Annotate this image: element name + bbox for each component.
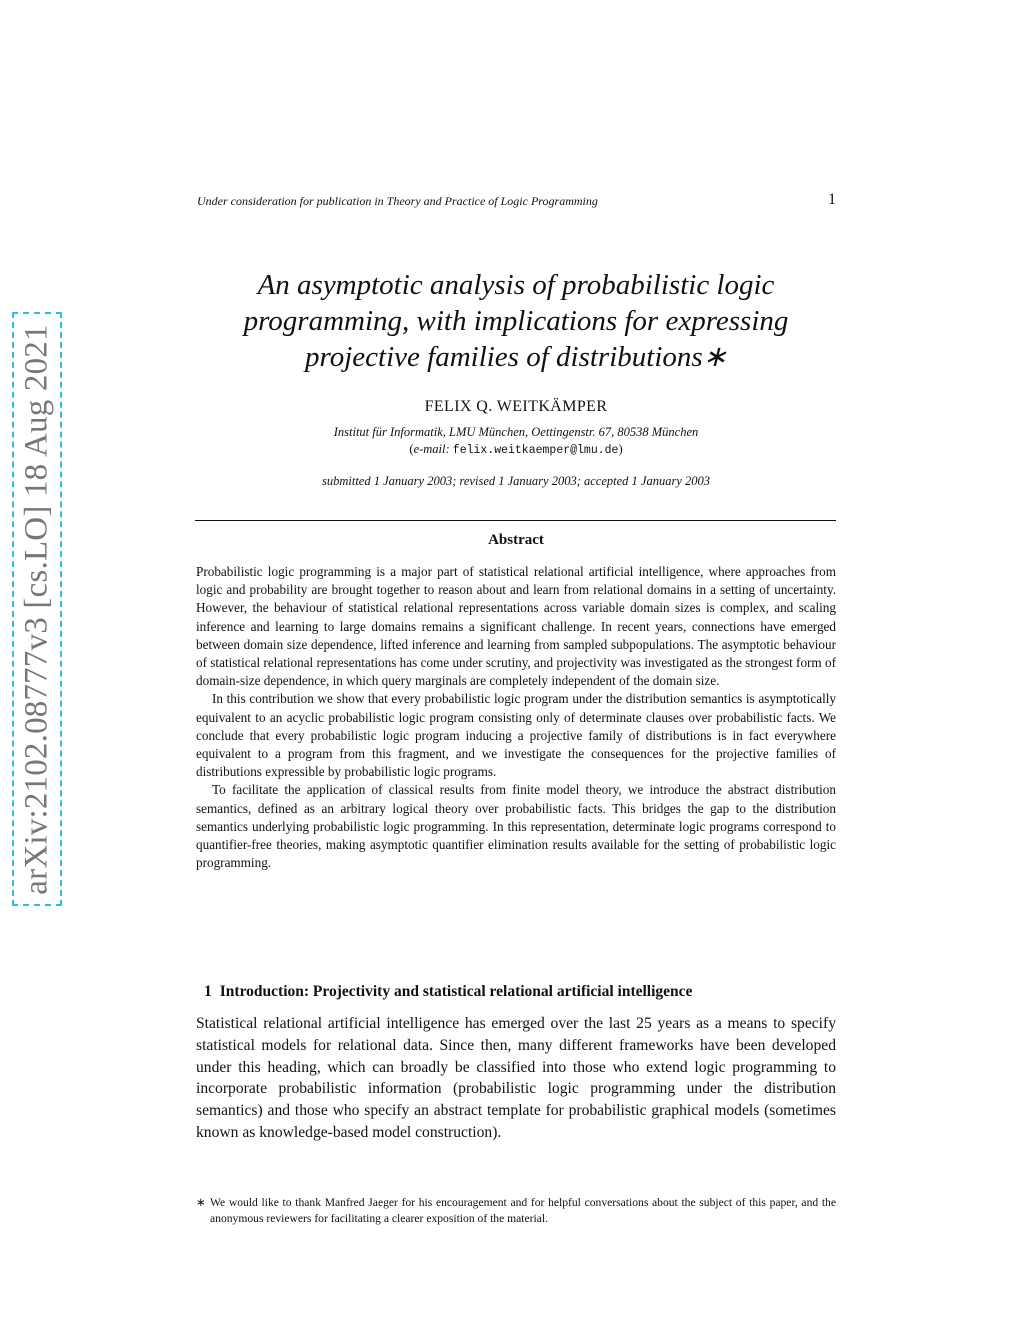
section-title: Introduction: Projectivity and statistical relational artificial intelligence	[219, 983, 693, 1000]
abstract-paragraph: In this contribution we show that every probabilistic logic program under the distribution semantics is asymptotically equivalent to an acyclic probabilistic logic program consisting only of determinate clauses over probabilistic facts. We conclude that every probabilistic logic program inducing a projective family of distributions is in fact everywhere equivalent to a program from this fragment, and we investigate the consequences for the projective families of distributions expressible by probabilistic logic programs.	[196, 691, 836, 780]
title-line: projective families of distributions∗	[305, 341, 727, 373]
abstract-divider	[195, 520, 836, 521]
abstract-body	[196, 563, 836, 872]
title-line: An asymptotic analysis of probabilistic logic	[257, 269, 775, 301]
author-email-line	[196, 441, 836, 459]
arxiv-identifier-stamp[interactable]	[12, 312, 62, 906]
abstract-paragraph: To facilitate the application of classical results from finite model theory, we introduce the abstract distribution semantics, defined as an arbitrary logical theory over probabilistic facts. This bridges the gap to the distribution semantics underlying probabilistic logic programming. In this representation, determinate logic programs correspond to quantifier-free theories, making asymptotic quantifier elimination results available for the setting of probabilistic logic programming.	[196, 782, 836, 871]
footnote-text: We would like to thank Manfred Jaeger for his encouragement and for helpful conversations about the subject of this paper, and the anonymous reviewers for facilitating a clearer exposition of the material.	[210, 1196, 836, 1225]
email-close-paren: )	[618, 442, 623, 456]
abstract-heading: Abstract	[488, 532, 544, 548]
page-number: 1	[828, 191, 836, 208]
author-name: FELIX Q. WEITKÄMPER	[424, 398, 608, 415]
section-number: 1	[204, 983, 212, 1000]
paper-title	[196, 267, 836, 375]
footnote-mark: ∗	[196, 1196, 206, 1209]
email-label: e-mail:	[413, 442, 450, 456]
running-head: Under consideration for publication in Theory and Practice of Logic Programming	[197, 194, 598, 208]
title-line: programming, with implications for expressing	[243, 305, 789, 337]
footnote	[196, 1195, 836, 1226]
arxiv-identifier-text: arXiv:2102.08777v3 [cs.LO] 18 Aug 2021	[18, 323, 55, 895]
email-open-paren: (	[409, 442, 414, 456]
author-affiliation: Institut für Informatik, LMU München, Oettingenstr. 67, 80538 München	[333, 425, 699, 439]
abstract-paragraph: Probabilistic logic programming is a major part of statistical relational artificial intelligence, where approaches from logic and probability are brought together to reason about and learn from relational domains in a setting of uncertainty. However, the behaviour of statistical relational representations across variable domain sizes is complex, and scaling inference and learning to large domains remains a significant challenge. In recent years, connections have emerged between domain size dependence, lifted inference and learning from sampled subpopulations. The asymptotic behaviour of statistical relational representations has come under scrutiny, and projectivity was investigated as the strongest form of domain-size dependence, in which query marginals are completely independent of the domain size.	[196, 564, 836, 689]
section-body	[196, 1013, 836, 1144]
body-paragraph: Statistical relational artificial intelligence has emerged over the last 25 years as a means to specify statistical models for relational data. Since then, many different frameworks have been developed under this heading, which can broadly be classified into those who extend logic programming to incorporate probabilistic information (probabilistic logic programming under the distribution semantics) and those who specify an abstract template for probabilistic graphical models (sometimes known as knowledge-based model construction).	[196, 1015, 836, 1141]
email-address[interactable]: felix.weitkaemper@lmu.de	[452, 444, 619, 457]
submission-dates: submitted 1 January 2003; revised 1 January 2003; accepted 1 January 2003	[322, 474, 710, 488]
section-heading	[204, 983, 844, 1001]
